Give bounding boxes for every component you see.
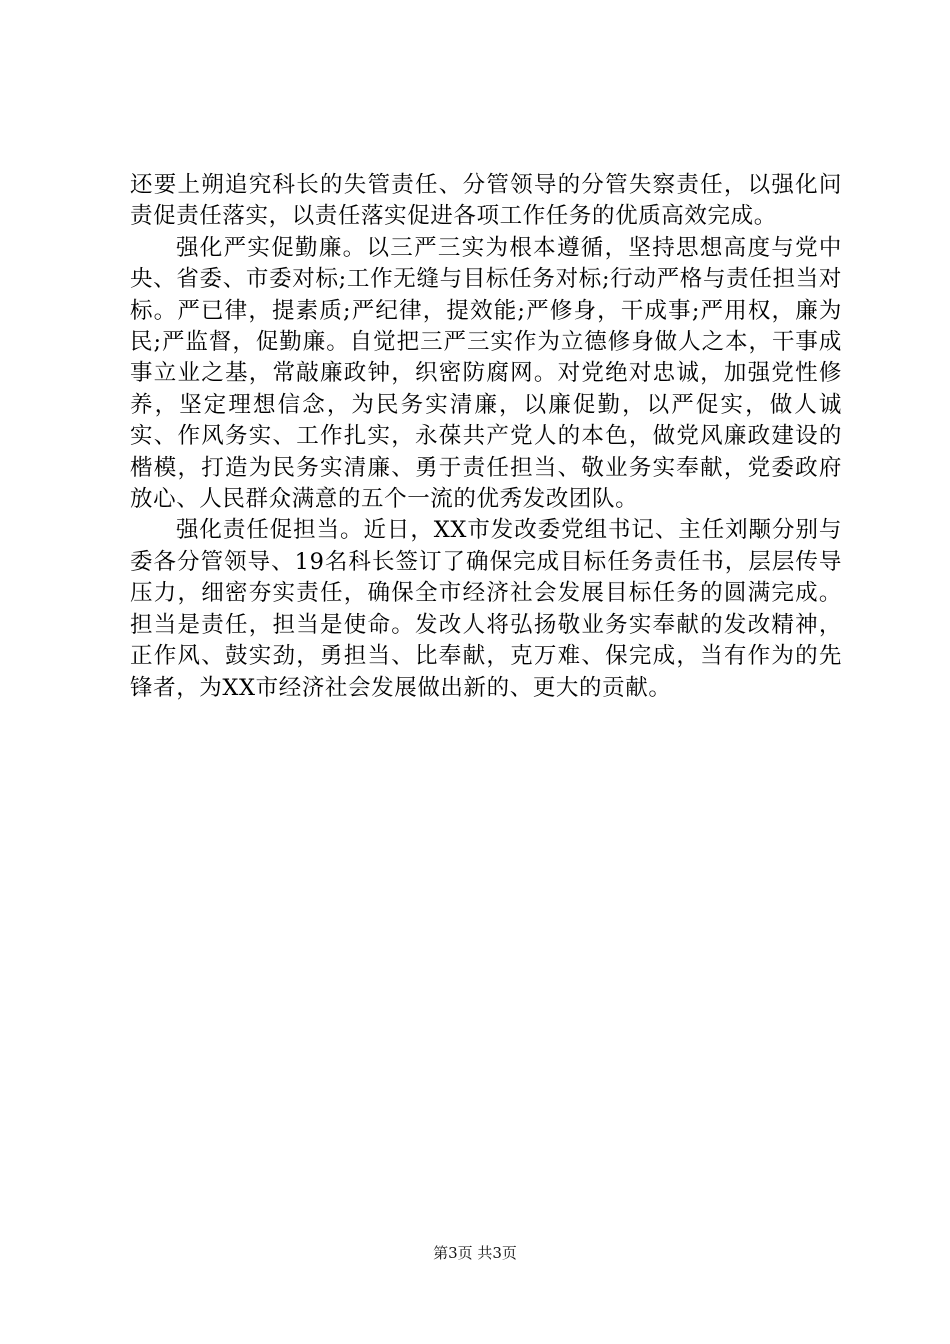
document-body bbox=[130, 170, 842, 704]
page-footer: 第3页 共3页 bbox=[433, 1244, 517, 1262]
paragraph-2: 强化严实促勤廉。以三严三实为根本遵循，坚持思想高度与党中央、省委、市委对标;工作无缝与目标任务对标;行动严格与责任担当对标。严已律，提素质;严纪律，提效能;严修身，干成事;严用权，廉为民;严监督，促勤廉。自觉把三严三实作为立德修身做人之本，干事成事立业之基，常敲廉政钟，织密防腐网。对党绝对忠诚，加强党性修养，坚定理想信念，为民务实清廉，以廉促勤，以严促实，做人诚实、作风务实、工作扎实，永葆共产党人的本色，做党风廉政建设的楷模，打造为民务实清廉、勇于责任担当、敬业务实奉献，党委政府放心、人民群众满意的五个一流的优秀发改团队。 bbox=[130, 234, 842, 513]
paragraph-1: 还要上朔追究科长的失管责任、分管领导的分管失察责任，以强化问责促责任落实，以责任落实促进各项工作任务的优质高效完成。 bbox=[130, 172, 842, 230]
paragraph-3: 强化责任促担当。近日，XX市发改委党组书记、主任刘颙分别与委各分管领导、19名科长签订了确保完成目标任务责任书，层层传导压力，细密夯实责任，确保全市经济社会发展目标任务的圆满完成。担当是责任，担当是使命。发改人将弘扬敬业务实奉献的发改精神，正作风、鼓实劲，勇担当、比奉献，克万难、保完成，当有作为的先锋者，为XX市经济社会发展做出新的、更大的贡献。 bbox=[130, 517, 842, 701]
